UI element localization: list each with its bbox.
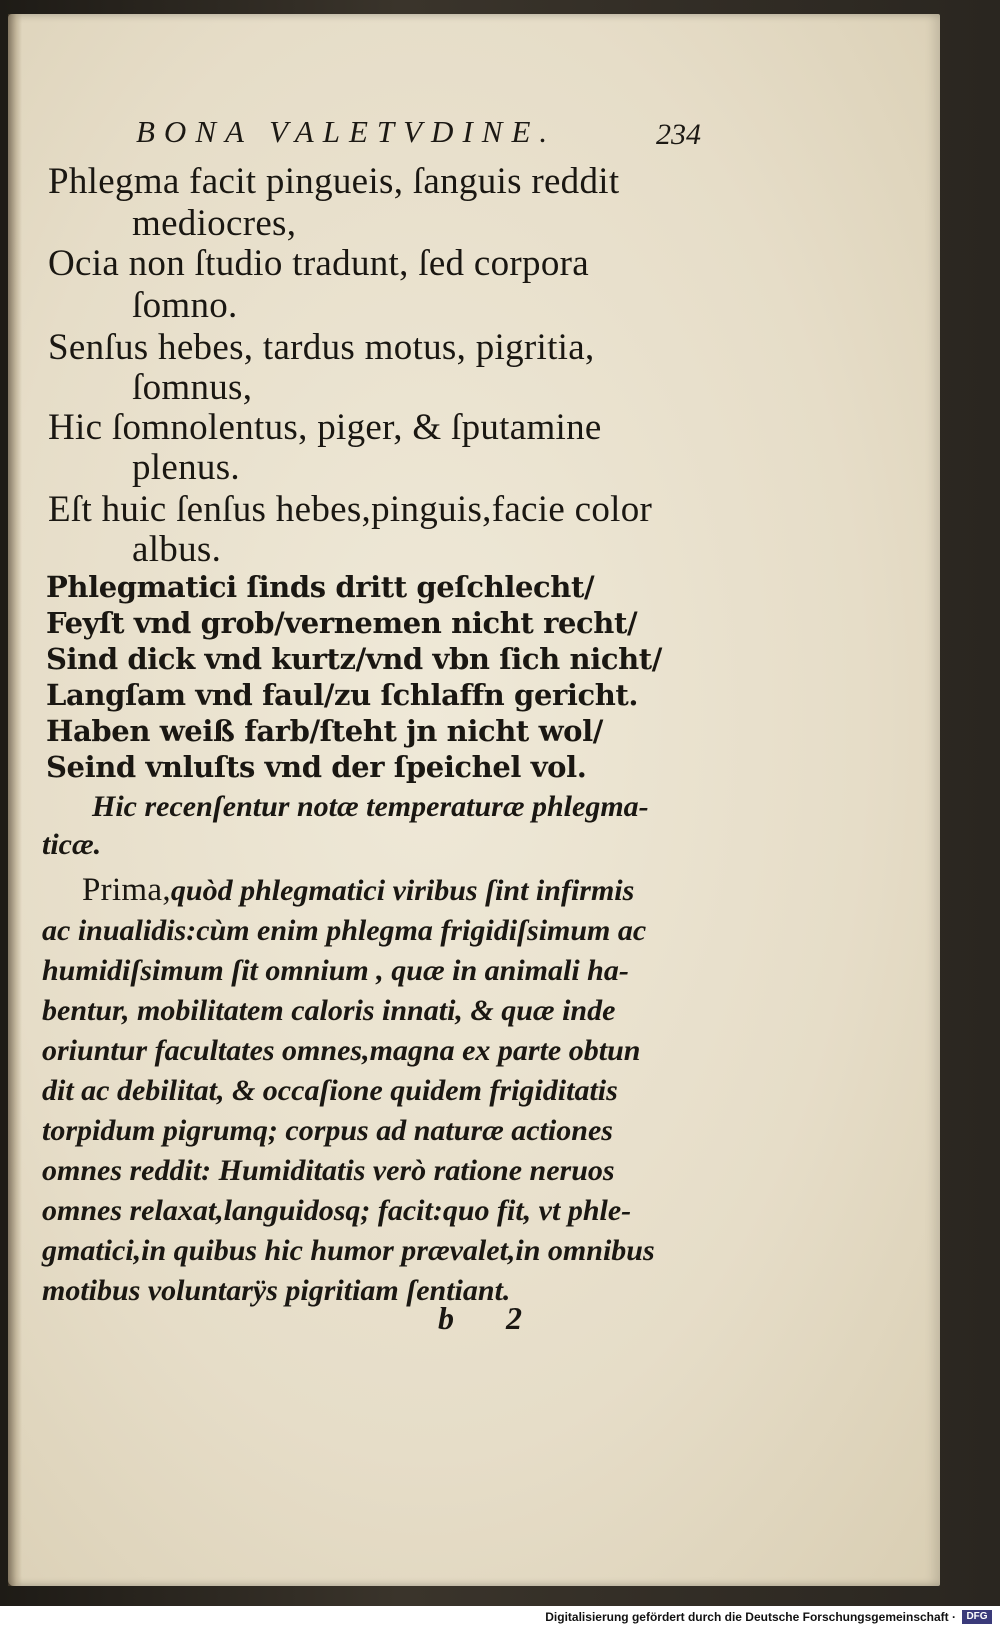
german-verse-line: Seind vnluſts vnd der ſpeichel vol. xyxy=(46,750,587,784)
digitization-credit: Digitalisierung gefördert durch die Deutsche Forschungsgemeinschaft · xyxy=(545,1610,956,1624)
german-verse-line: Langſam vnd faul/zu ſchlaffn gericht. xyxy=(46,678,639,712)
commentary-line: omnes relaxat,languidosq; facit:quo fit, vt phle- xyxy=(42,1194,632,1227)
commentary-line: motibus voluntarÿs pigritiam ſentiant. xyxy=(42,1274,511,1307)
verse-line: albus. xyxy=(132,529,222,570)
verse-line: Hic ſomnolentus, piger, & ſputamine xyxy=(48,407,602,448)
commentary-line: torpidum pigrumq; corpus ad naturæ actiones xyxy=(42,1114,613,1147)
german-verse-line: Phlegmatici ſinds dritt geſchlecht/ xyxy=(46,570,595,604)
commentary-line: omnes reddit: Humiditatis verò ratione neruos xyxy=(42,1154,615,1187)
commentary-line: humidiſsimum ſit omnium , quæ in animali ha- xyxy=(42,954,629,987)
prima-word: Prima, xyxy=(82,872,171,908)
page-header xyxy=(126,114,716,154)
german-verse-line: Sind dick vnd kurtz/vnd vbn ſich nicht/ xyxy=(46,642,662,676)
dfg-logo[interactable]: DFG xyxy=(962,1610,992,1624)
verse-line: Eſt huic ſenſus hebes,pinguis,facie color xyxy=(48,489,653,530)
german-verse-line: Feyſt vnd grob/vernemen nicht recht/ xyxy=(46,606,638,640)
verse-line: ſomnus, xyxy=(132,367,253,408)
verse-line: mediocres, xyxy=(132,203,297,244)
commentary-line: gmatici,in quibus hic humor prævalet,in omnibus xyxy=(42,1234,655,1267)
commentary-heading: ticæ. xyxy=(42,828,102,861)
verse-line: Ocia non ſtudio tradunt, ſed corpora xyxy=(48,243,589,284)
commentary-line: bentur, mobilitatem caloris innati, & quæ inde xyxy=(42,994,616,1027)
commentary-line: ac inualidis:cùm enim phlegma frigidiſsimum ac xyxy=(42,914,647,947)
running-head: BONA VALETVDINE. xyxy=(136,114,557,149)
german-verse-line: Haben weiß farb/ſteht jn nicht wol/ xyxy=(46,714,603,748)
signature-mark: b 2 xyxy=(438,1300,544,1336)
commentary-line: dit ac debilitat, & occaſione quidem frigiditatis xyxy=(42,1074,618,1107)
page-number: 234 xyxy=(656,118,701,151)
commentary-heading: Hic recenſentur notæ temperaturæ phlegma- xyxy=(92,790,649,823)
verse-line: Senſus hebes, tardus motus, pigritia, xyxy=(48,327,595,368)
verse-line: ſomno. xyxy=(132,285,238,326)
commentary-line: oriuntur facultates omnes,magna ex parte obtun xyxy=(42,1034,641,1067)
commentary-first-line xyxy=(82,872,634,909)
commentary-text: quòd phlegmatici viribus ſint infirmis xyxy=(170,874,635,907)
book-page xyxy=(8,14,940,1586)
page-gutter-shadow xyxy=(8,14,22,1586)
verse-line: Phlegma facit pingueis, ſanguis reddit xyxy=(48,161,620,202)
verse-line: plenus. xyxy=(132,447,240,488)
